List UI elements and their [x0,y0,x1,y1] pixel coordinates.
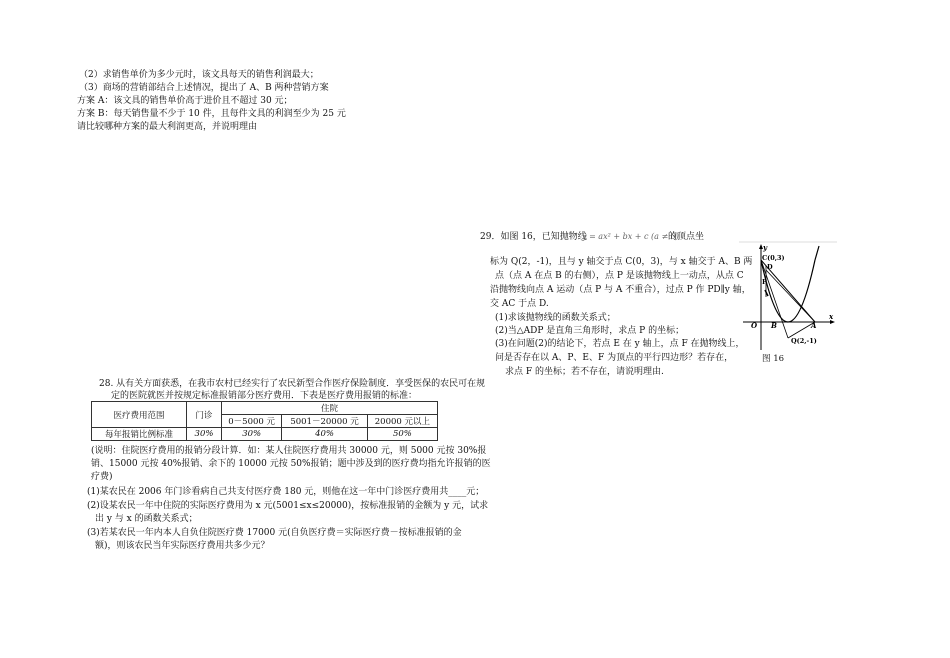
problem29-line: 问是否存在以 A、P、E、F 为顶点的平行四边形？若存在， [495,353,734,363]
problem29-line: 交 AC 于点 D. [490,299,549,309]
problem29-line: 标为 Q(2，-1)，且与 y 轴交于点 C(0，3)，与 x 轴交于 A、B 两 [490,257,753,267]
problem27-line-3: （3）商场的营销部结合上述情况，提出了 A、B 两种营销方案 [79,83,329,93]
problem28-question-2-cont: 出 y 与 x 的函数关系式； [95,514,198,524]
subheader-tier-1: 0－5000 元 [222,415,282,428]
label-origin: O [751,321,758,330]
problem29-lead-end: 的顶点坐 [668,232,705,242]
problem27-plan-a: 方案 A：该文具的销售单价高于进价且不超过 30 元； [77,96,293,106]
table-row [92,428,438,441]
label-q: Q(2,-1) [791,337,817,345]
figure-caption: 图 16 [762,354,785,364]
header-outpatient: 门诊 [187,402,222,428]
problem28-intro-cont: 定的医院就医并按规定标准报销部分医疗费用．下表是医疗费用报销的标准： [111,391,418,401]
cell-tier-3-rate: 50% [367,428,437,441]
cell-tier-2-rate: 40% [282,428,367,441]
problem28-question-3-cont: 额)，则该农民当年实际医疗费用共多少元？ [95,541,270,551]
problem29-line: 求点 F 的坐标；若不存在，请说明理由. [505,367,664,377]
cell-tier-1-rate: 30% [222,428,282,441]
row-label: 每年报销比例标准 [92,428,187,441]
label-c: C(0,3) [762,254,785,262]
label-b: B [771,321,777,330]
subheader-tier-2: 5001－20000 元 [282,415,367,428]
problem28-note-end: 疗费) [91,472,113,482]
header-inpatient: 住院 [222,402,438,415]
problem28-question-3: (3)若某农民一年内本人自负住院医疗费 17000 元(自负医疗费＝实际医疗费－按标准报销的金 [87,528,462,538]
problem27-compare: 请比较哪种方案的最大利润更高，并说明理由 [77,122,258,132]
problem27-line-2: （2）求销售单价为多少元时，该文具每天的销售利润最大； [79,70,319,80]
problem29-lead: 29．如图 16，已知抛物线 [480,232,587,242]
problem28-question-1: (1)某农民在 2006 年门诊看病自己共支付医疗费 180 元，则他在这一年中门诊医疗费用共____元； [87,487,485,497]
problem29-line: 点（点 A 在点 B 的右侧），点 P 是该抛物线上一动点，从点 C [495,271,744,281]
problem28-question-2: (2)设某农民一年中住院的实际医疗费用为 x 元(5001≤x≤20000)，按标准报销的金额为 y 元，试求 [87,501,489,511]
table-header-row [92,402,438,415]
problem29-line: 沿抛物线向点 A 运动（点 P 与 A 不重合），过点 P 作 PD∥y 轴， [490,285,751,295]
problem28-intro: 28. 从有关方面获悉，在我市农村已经实行了农民新型合作医疗保险制度．享受医保的农民可在规 [99,379,486,389]
problem29-question-3: (3)在问题(2)的结论下，若点 E 在 y 轴上，点 F 在抛物线上， [495,339,745,349]
header-range: 医疗费用范围 [92,402,187,428]
parabola-formula: y = ax² + bx + c (a ≠ 0) [582,232,679,241]
problem29-question-1: (1)求该抛物线的函数关系式； [495,313,616,323]
reimbursement-table [91,401,438,441]
parabola-figure [733,240,838,355]
problem29-question-2: (2)当△ADP 是直角三角形时，求点 P 的坐标； [495,326,685,336]
label-p: P [762,278,767,286]
x-axis-label: x [829,312,834,321]
label-a: A [811,321,817,330]
y-axis-label: y [763,243,768,252]
problem27-plan-b: 方案 B：每天销售量不少于 10 件，且每件文具的利润至少为 25 元 [77,109,346,119]
cell-outpatient-rate: 30% [187,428,222,441]
problem28-note: (说明：住院医疗费用的报销分段计算．如：某人住院医疗费用共 30000 元，则 5000 元按 30%报 [91,446,487,456]
parabola-curve-tail [815,246,819,260]
problem28-note-cont: 销、15000 元按 40%报销、余下的 10000 元按 50%报销；题中涉及到的医疗费均指允许报销的医 [91,459,491,469]
point-mark [765,290,768,296]
subheader-tier-3: 20000 元以上 [367,415,437,428]
label-d: D [767,263,773,271]
